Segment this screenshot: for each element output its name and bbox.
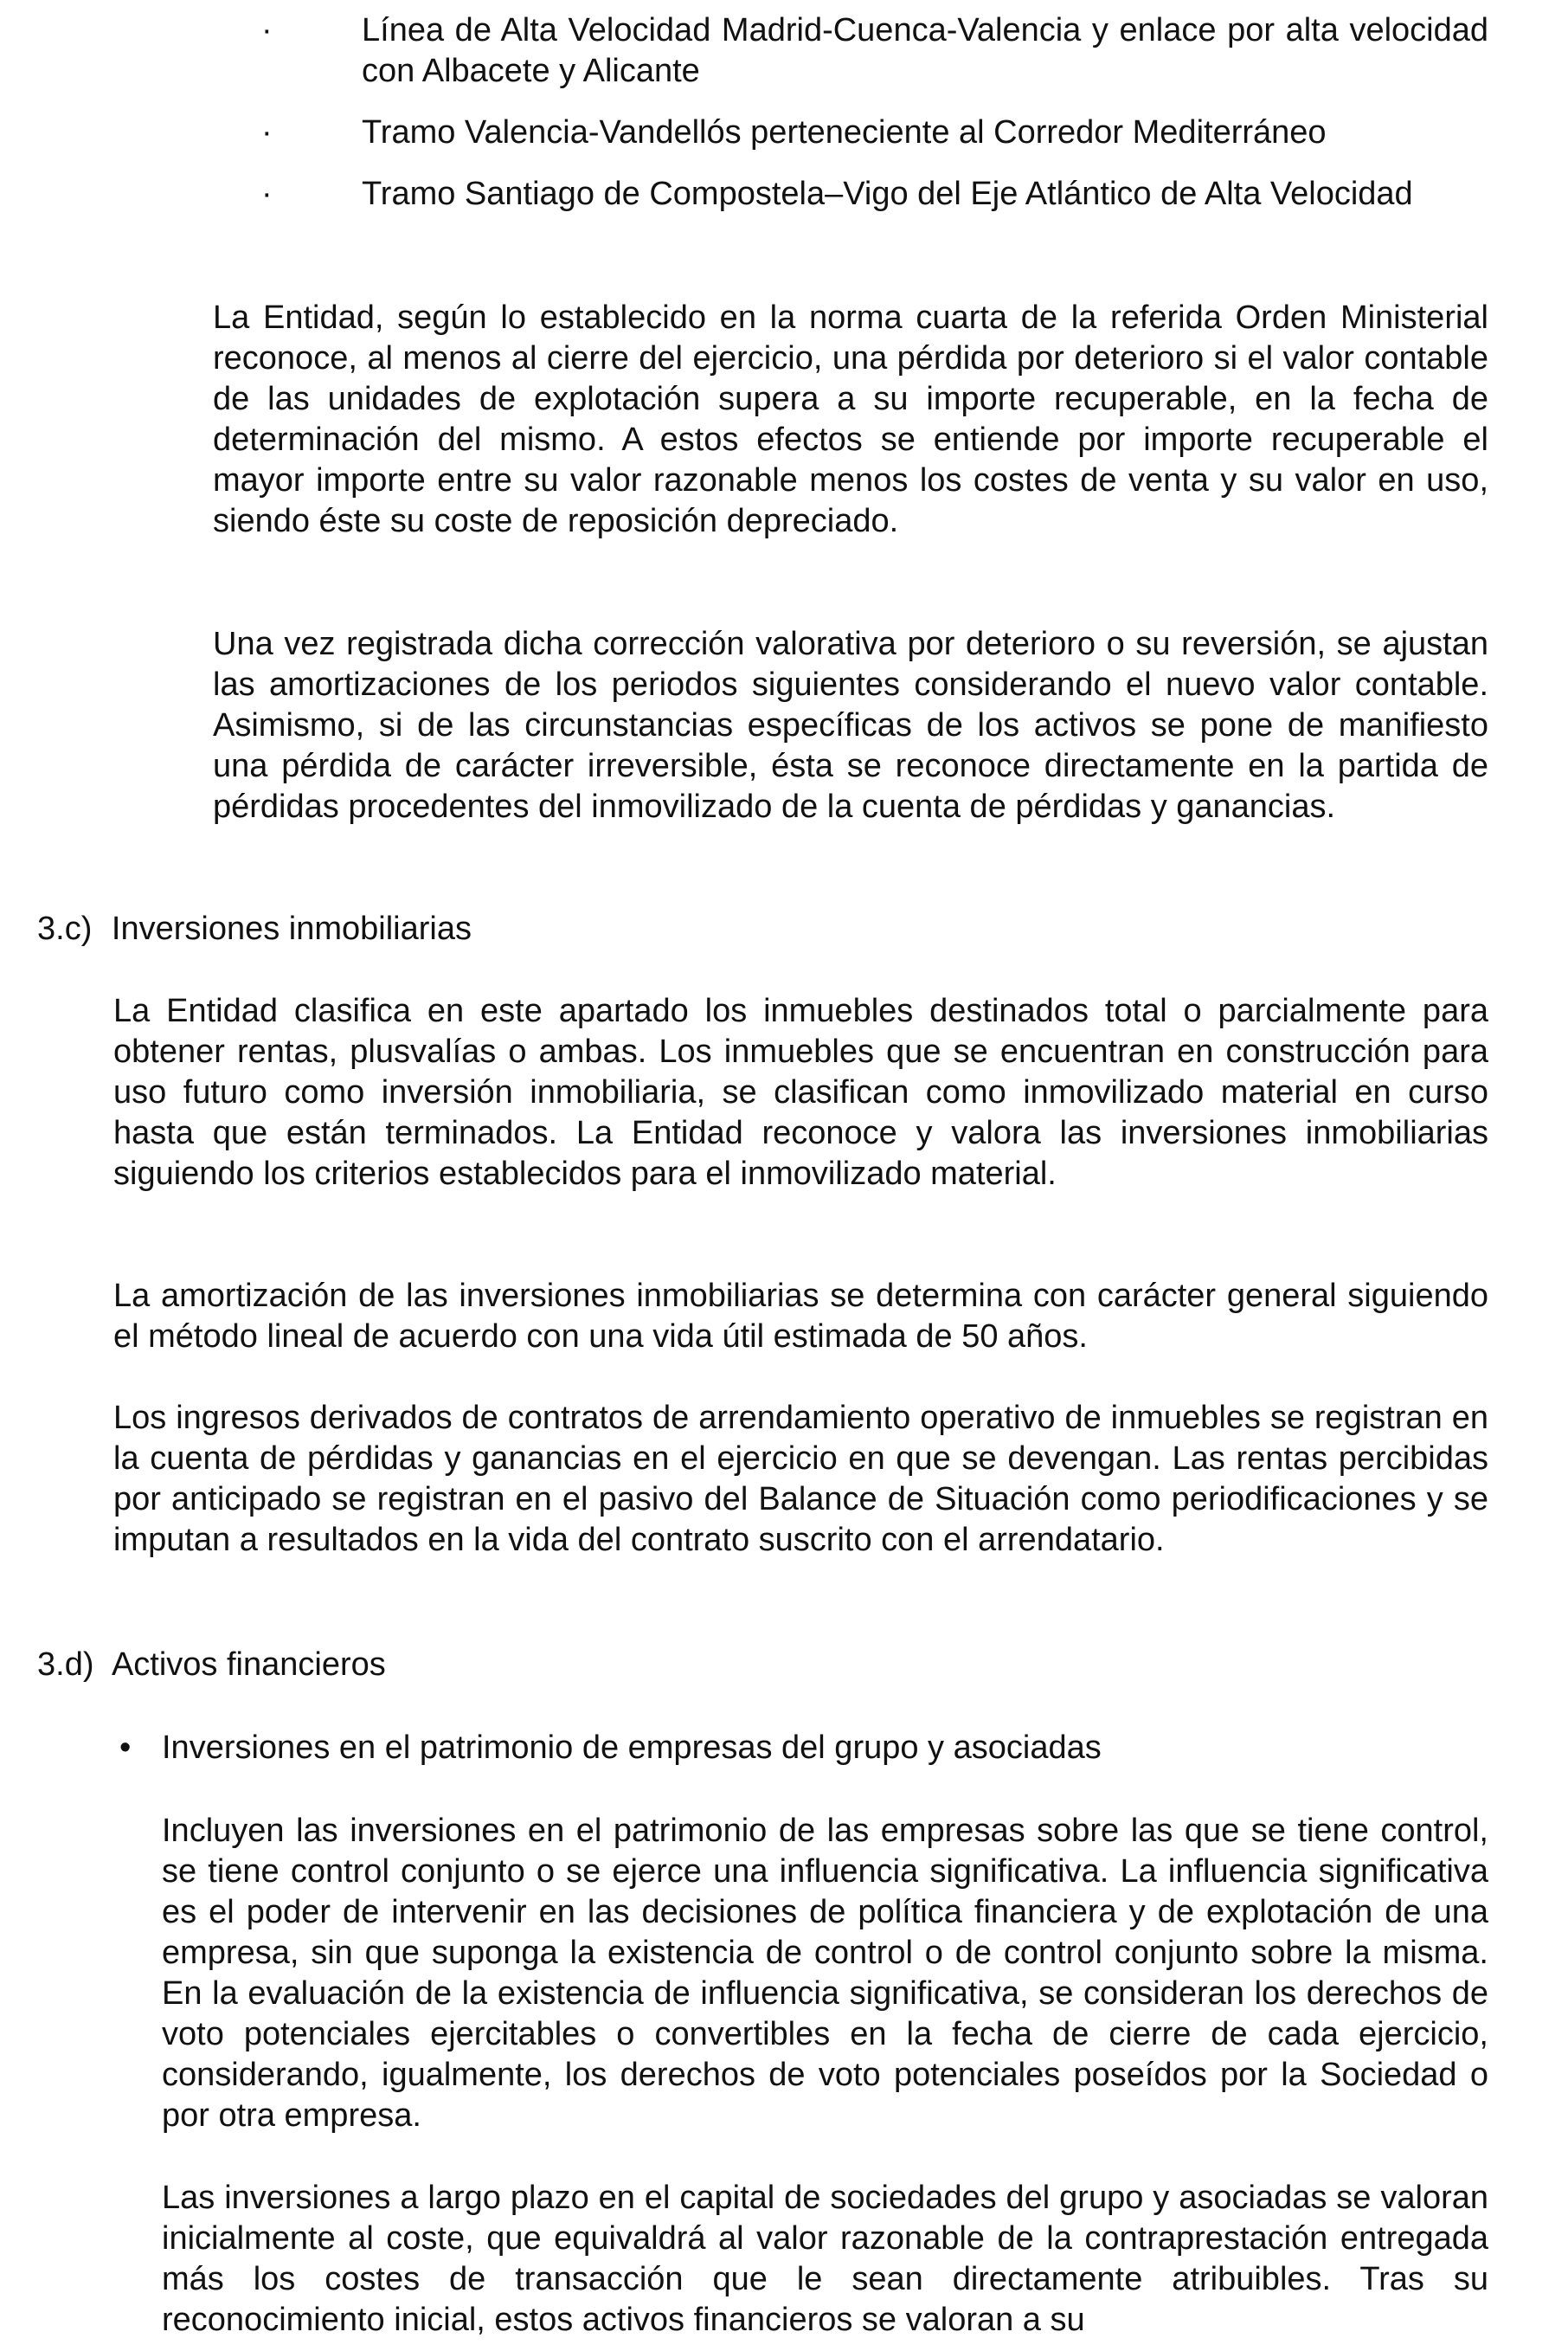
bullet-marker: ·: [261, 114, 273, 151]
bullet-marker: ·: [261, 176, 273, 212]
paragraph: Los ingresos derivados de contratos de arrendamiento operativo de inmuebles se registran en la cuenta de pérdidas y ganancias en el ejercicio en que se devengan. Las rentas percibidas por anticipado se registran en el pasivo del Balance de Situación como periodificaciones y se imputan a resultados en la vida del contrato suscrito con el arrendatario.: [113, 1400, 1488, 1558]
paragraph: Las inversiones a largo plazo en el capital de sociedades del grupo y asociadas se valoran inicialmente al coste, que equivaldrá al valor razonable de la contraprestación entregada más los costes de transacción que le sean directamente atribuibles. Tras su reconocimiento inicial, estos activos financieros se valoran a su: [162, 2180, 1488, 2338]
section-number: 3.c): [37, 911, 93, 947]
paragraph: Una vez registrada dicha corrección valorativa por deterioro o su reversión, se ajustan las amortizaciones de los periodos siguientes considerando el nuevo valor contable. Asimismo, si de las circunstancias específicas de los activos se pone de manifiesto una pérdida de carácter irreversible, ésta se reconoce directamente en la partida de pérdidas procedentes del inmovilizado de la cuenta de pérdidas y ganancias.: [213, 626, 1488, 825]
bullet-marker: •: [119, 1729, 132, 1766]
list-item-text: Tramo Santiago de Compostela–Vigo del Eje Atlántico de Alta Velocidad: [362, 176, 1413, 212]
paragraph: La Entidad clasifica en este apartado los inmuebles destinados total o parcialmente para obtener rentas, plusvalías o ambas. Los inmuebles que se encuentran en construcción para uso futuro como inversión inmobiliaria, se clasifican como inmovilizado material en curso hasta que están terminados. La Entidad reconoce y valora las inversiones inmobiliarias siguiendo los criterios establecidos para el inmovilizado material.: [113, 993, 1488, 1192]
paragraph: La amortización de las inversiones inmobiliarias se determina con carácter general siguiendo el método lineal de acuerdo con una vida útil estimada de 50 años.: [113, 1278, 1488, 1355]
list-item: [0, 10, 1568, 93]
list-item-text: Línea de Alta Velocidad Madrid-Cuenca-Valencia y enlace por alta velocidad con Albacete y Alicante: [362, 12, 1488, 89]
bullet-marker: ·: [261, 12, 273, 48]
list-item: [0, 1728, 1568, 1771]
paragraph: La Entidad, según lo establecido en la norma cuarta de la referida Orden Ministerial reconoce, al menos al cierre del ejercicio, una pérdida por deterioro si el valor contable de las unidades de explotación supera a su importe recuperable, en la fecha de determinación del mismo. A estos efectos se entiende por importe recuperable el mayor importe entre su valor razonable menos los costes de venta y su valor en uso, siendo éste su coste de reposición depreciado.: [213, 300, 1488, 539]
list-item: [0, 174, 1568, 257]
section-heading: [37, 1645, 386, 1685]
list-item-text: Tramo Valencia-Vandellós perteneciente al Corredor Mediterráneo: [362, 114, 1327, 151]
section-title: Inversiones inmobiliarias: [111, 911, 472, 947]
paragraph: Incluyen las inversiones en el patrimonio de las empresas sobre las que se tiene control, se tiene control conjunto o se ejerce una influencia significativa. La influencia significativa es el poder de intervenir en las decisiones de política financiera y de explotación de una empresa, sin que suponga la existencia de control o de control conjunto sobre la misma. En la evaluación de la existencia de influencia significativa, se consideran los derechos de voto potenciales ejercitables o convertibles en la fecha de cierre de cada ejercicio, considerando, igualmente, los derechos de voto potenciales poseídos por la Sociedad o por otra empresa.: [162, 1813, 1488, 2134]
list-item-text: Inversiones en el patrimonio de empresas del grupo y asociadas: [162, 1729, 1102, 1766]
list-item: [0, 113, 1568, 156]
section-heading: [37, 909, 472, 950]
section-number: 3.d): [37, 1646, 94, 1683]
section-title: Activos financieros: [111, 1646, 386, 1683]
